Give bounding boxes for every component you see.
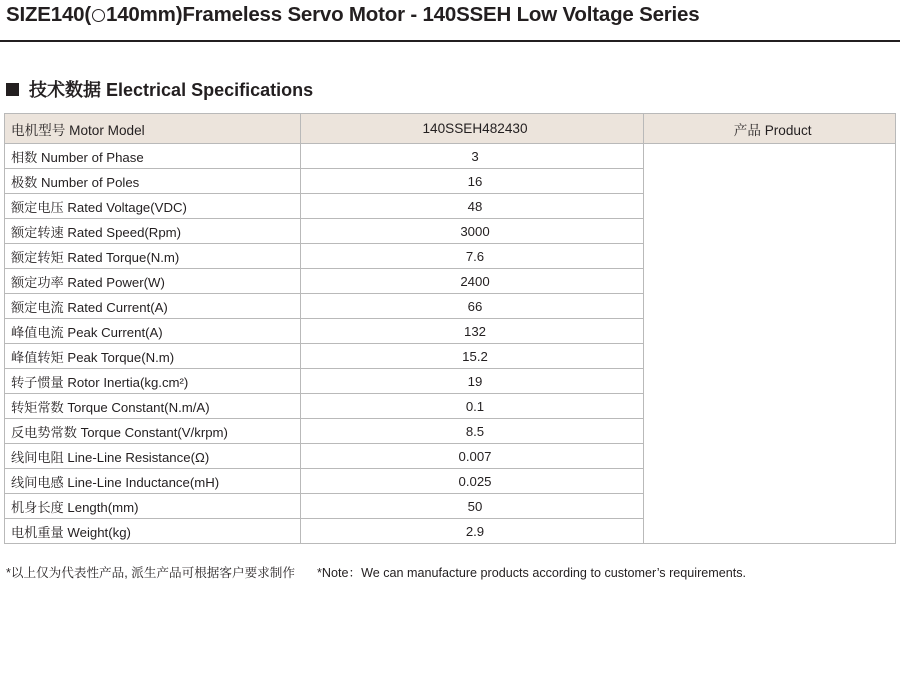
circle-icon [92, 9, 105, 22]
row-label: 电机重量 Weight(kg) [5, 519, 301, 544]
row-label: 转矩常数 Torque Constant(N.m/A) [5, 394, 301, 419]
row-value: 0.025 [300, 469, 644, 494]
section-heading [6, 76, 313, 102]
row-value: 2400 [300, 269, 644, 294]
row-label: 相数 Number of Phase [5, 144, 301, 169]
header-cell-model-value: 140SSEH482430 [300, 114, 644, 144]
footnote-cn: *以上仅为代表性产品, 派生产品可根据客户要求制作 [6, 566, 295, 580]
row-value: 2.9 [300, 519, 644, 544]
header-cell-motor-model: 电机型号 Motor Model [5, 114, 301, 144]
row-label: 额定转速 Rated Speed(Rpm) [5, 219, 301, 244]
table-header-row [5, 114, 896, 144]
row-label: 反电势常数 Torque Constant(V/krpm) [5, 419, 301, 444]
row-value: 8.5 [300, 419, 644, 444]
row-value: 132 [300, 319, 644, 344]
row-value: 3000 [300, 219, 644, 244]
page-header [0, 0, 900, 42]
row-label: 线间电感 Line-Line Inductance(mH) [5, 469, 301, 494]
section-title-en: Electrical Specifications [106, 80, 314, 100]
row-value: 50 [300, 494, 644, 519]
row-label: 峰值转矩 Peak Torque(N.m) [5, 344, 301, 369]
page-title-paren-open: ( [84, 3, 92, 26]
page-title-paren-close: ) [175, 3, 183, 26]
table-body [5, 114, 896, 544]
row-value: 48 [300, 194, 644, 219]
row-value: 15.2 [300, 344, 644, 369]
row-value: 0.1 [300, 394, 644, 419]
row-label: 额定转矩 Rated Torque(N.m) [5, 244, 301, 269]
row-value: 19 [300, 369, 644, 394]
product-image-cell [644, 144, 896, 544]
footnote [6, 562, 746, 581]
page-title-diameter: 140mm [106, 3, 176, 26]
row-value: 16 [300, 169, 644, 194]
page-title-prefix: SIZE140 [6, 3, 85, 26]
row-label: 额定电流 Rated Current(A) [5, 294, 301, 319]
row-value: 0.007 [300, 444, 644, 469]
row-label: 峰值电流 Peak Current(A) [5, 319, 301, 344]
row-value: 66 [300, 294, 644, 319]
row-value: 3 [300, 144, 644, 169]
square-bullet-icon [6, 83, 19, 96]
page-title [0, 0, 699, 27]
row-label: 额定电压 Rated Voltage(VDC) [5, 194, 301, 219]
row-label: 机身长度 Length(mm) [5, 494, 301, 519]
electrical-specifications-table [4, 113, 896, 544]
row-label: 线间电阻 Line-Line Resistance(Ω) [5, 444, 301, 469]
row-label: 转子惯量 Rotor Inertia(kg.cm²) [5, 369, 301, 394]
footnote-en: *Note：We can manufacture products according to customer’s requirements. [316, 566, 747, 580]
table-row [5, 144, 896, 169]
section-title [29, 76, 313, 102]
row-label: 额定功率 Rated Power(W) [5, 269, 301, 294]
header-cell-product: 产品 Product [644, 114, 896, 144]
row-value: 7.6 [300, 244, 644, 269]
row-label: 极数 Number of Poles [5, 169, 301, 194]
section-title-cn: 技术数据 [29, 80, 101, 100]
page-title-suffix: Frameless Servo Motor - 140SSEH Low Voltage Series [182, 3, 700, 26]
